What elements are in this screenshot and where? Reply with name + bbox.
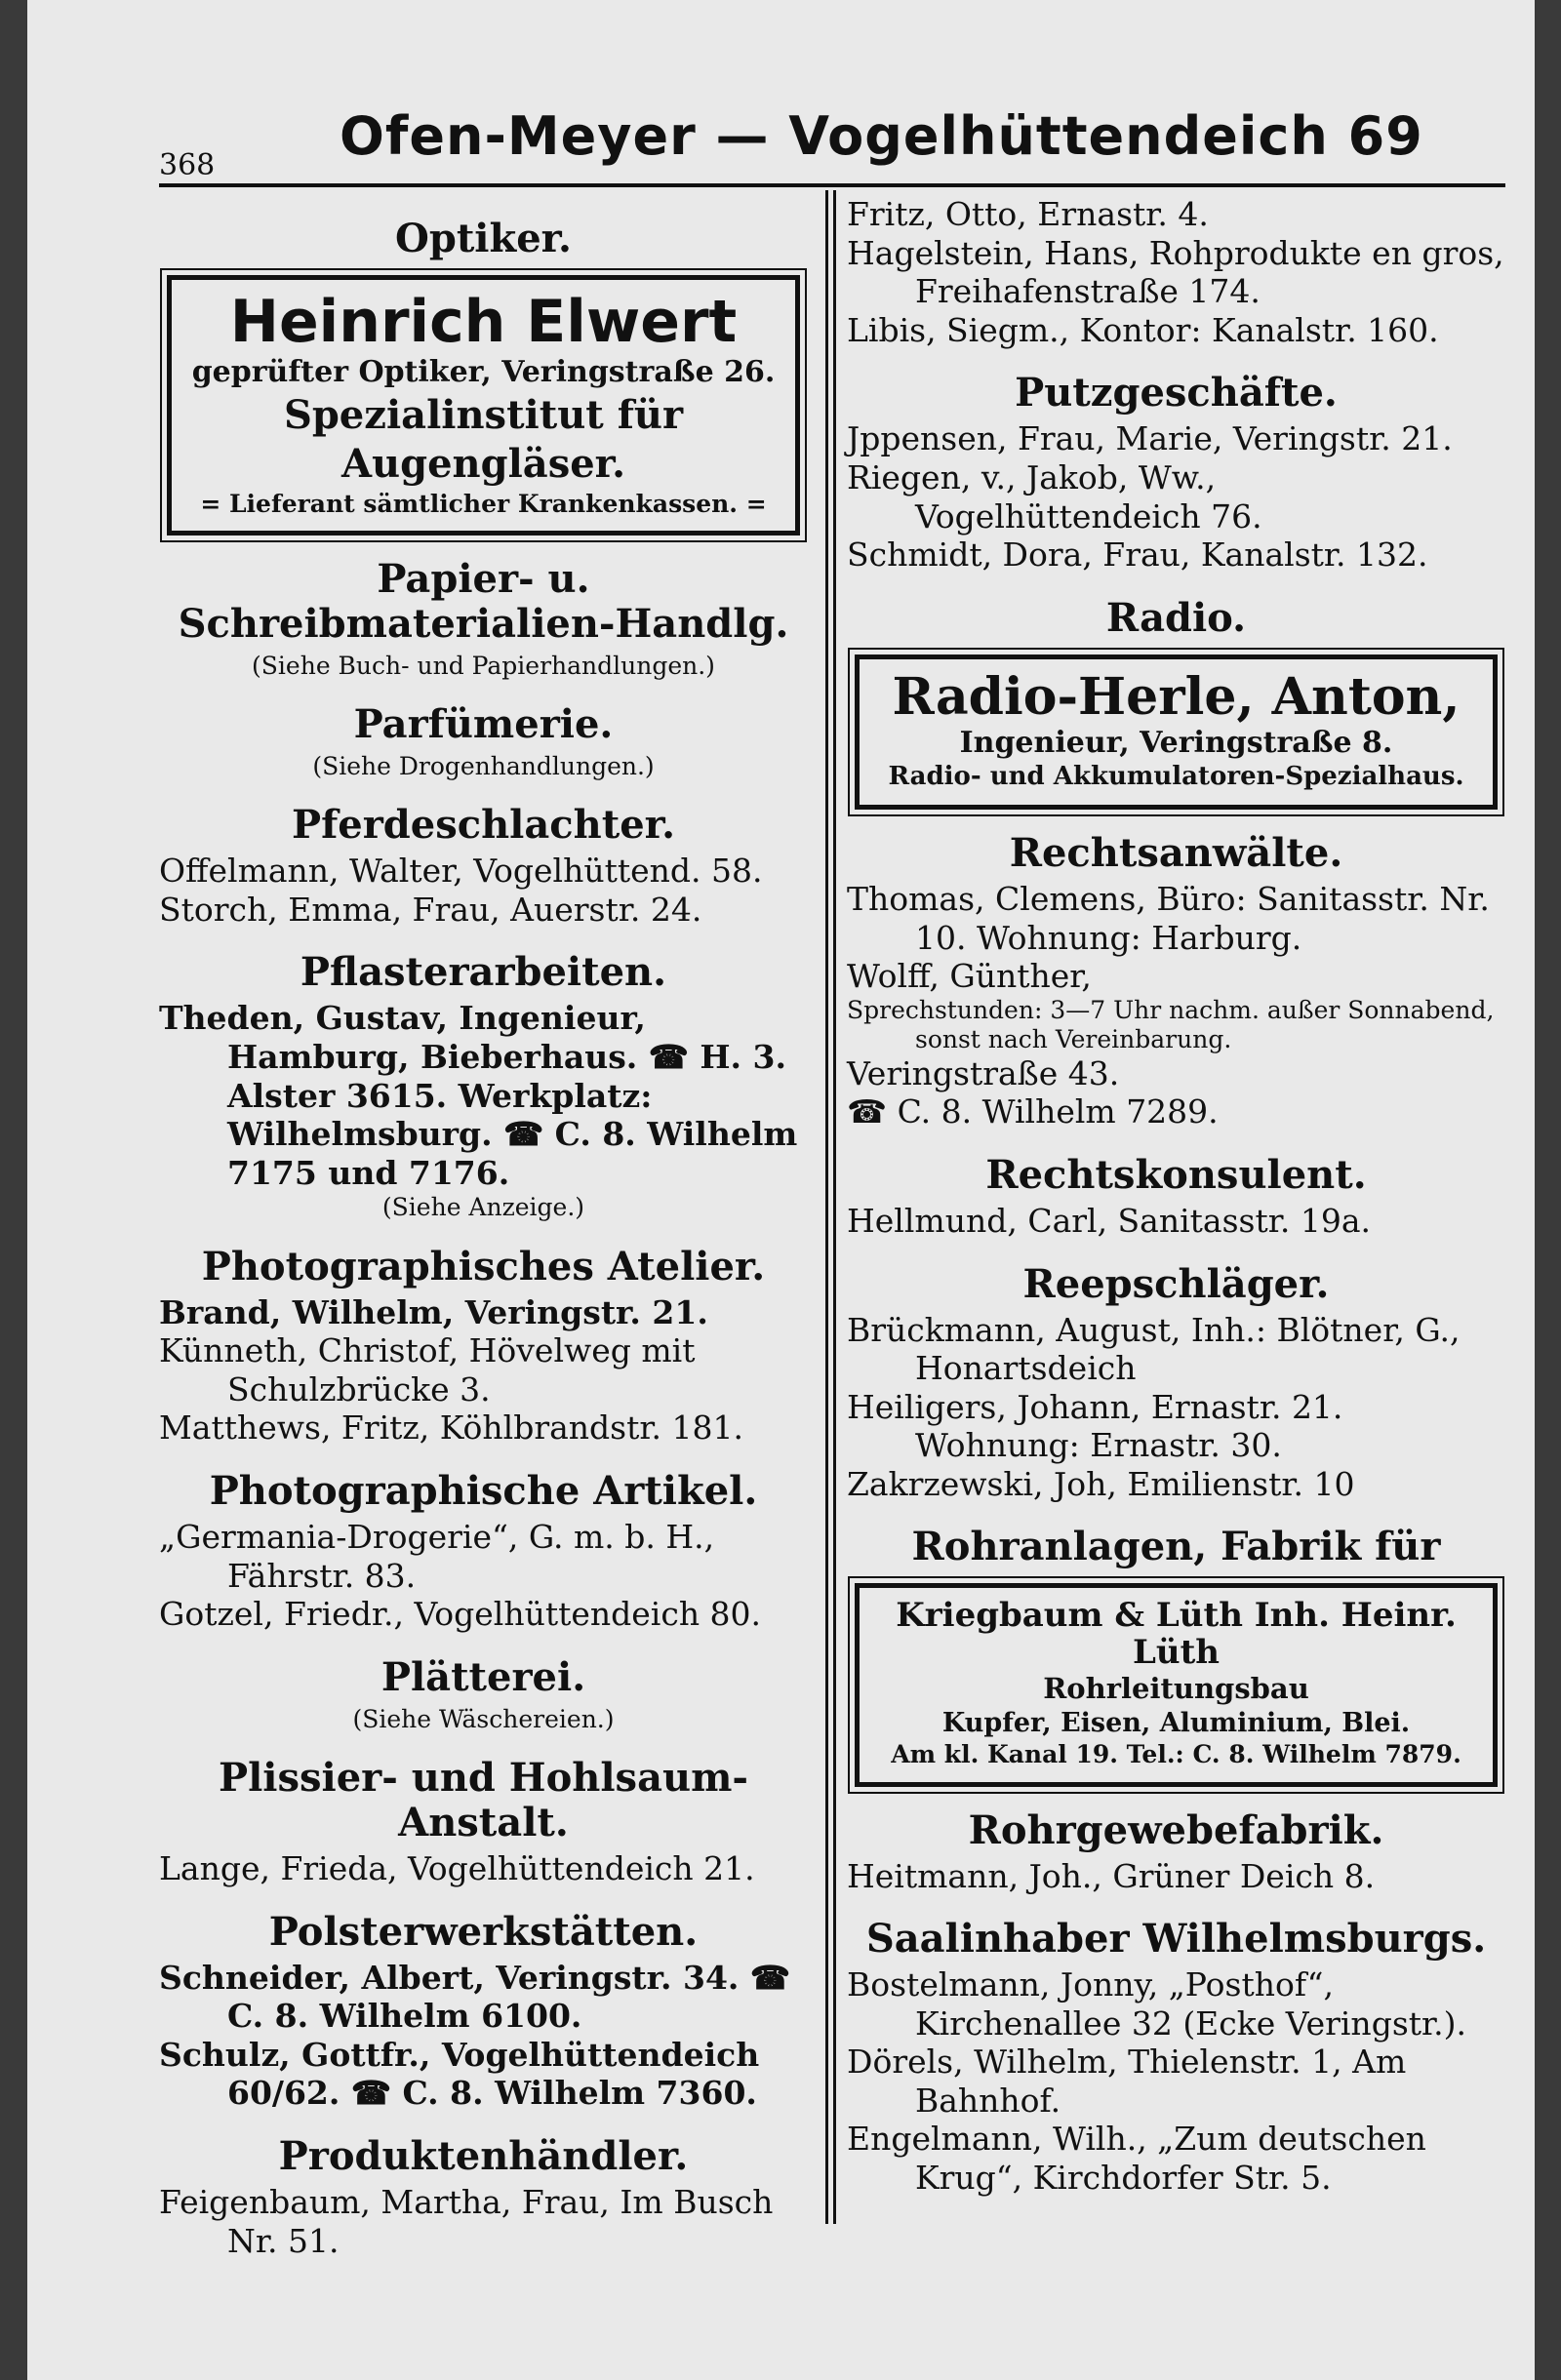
ad-line: = Lieferant sämtlicher Krankenkassen. = <box>200 489 767 518</box>
directory-entry: Heiligers, Johann, Ernastr. 21. Wohnung: Ernastr. 30. <box>847 1387 1343 1465</box>
ad-line: Kupfer, Eisen, Aluminium, Blei. <box>941 1707 1411 1738</box>
page-header <box>159 105 1505 187</box>
directory-entry: ☎ C. 8. Wilhelm 7289. <box>847 1092 1219 1131</box>
directory-entry: Wolff, Günther, <box>847 957 1092 996</box>
section-heading: Photographische Artikel. <box>209 1468 758 1515</box>
directory-entry: Libis, Siegm., Kontor: Kanalstr. 160. <box>847 310 1439 349</box>
directory-entry: Bostelmann, Jonny, „Posthof“, Kirchenallee 32 (Ecke Veringstr.). <box>847 1965 1467 2043</box>
ad-line: Rohrleitungsbau <box>1043 1672 1309 1706</box>
ad-title: Kriegbaum & Lüth Inh. Heinr. Lüth <box>896 1596 1457 1672</box>
directory-entry: Thomas, Clemens, Büro: Sanitasstr. Nr. 10. Wohnung: Harburg. <box>847 879 1490 957</box>
section-heading: Pferdeschlachter. <box>292 802 675 849</box>
directory-entry: Offelmann, Walter, Vogelhüttend. 58. <box>159 852 763 891</box>
section-heading: Plissier- und Hohlsaum-Anstalt. <box>218 1755 748 1846</box>
running-title: Ofen-Meyer — Vogelhüttendeich 69 <box>340 105 1423 167</box>
ad-title: Heinrich Elwert <box>229 288 738 356</box>
section-heading: Rohranlagen, Fabrik für <box>911 1524 1441 1570</box>
directory-entry: „Germania-Drogerie“, G. m. b. H., Fährstr. 83. <box>159 1518 715 1595</box>
directory-entry: Heitmann, Joh., Grüner Deich 8. <box>847 1856 1376 1895</box>
directory-entry: Lange, Frieda, Vogelhüttendeich 21. <box>159 1849 755 1888</box>
section-heading: Putzgeschäfte. <box>1015 370 1338 416</box>
column-divider <box>825 190 828 2224</box>
directory-entry: Hellmund, Carl, Sanitasstr. 19a. <box>847 1201 1371 1240</box>
left-column <box>159 195 808 2260</box>
cross-reference-note: (Siehe Anzeige.) <box>381 1193 585 1222</box>
directory-entry: Brand, Wilhelm, Veringstr. 21. <box>159 1292 708 1331</box>
directory-entry: Veringstraße 43. <box>847 1053 1120 1092</box>
section-heading: Rohrgewebefabrik. <box>968 1806 1384 1853</box>
advertisement-box <box>855 1583 1498 1786</box>
ad-line: geprüfter Optiker, Veringstraße 26. <box>191 355 776 389</box>
page-number: 368 <box>159 148 216 182</box>
directory-entry: Engelmann, Wilh., „Zum deutschen Krug“, Kirchdorfer Str. 5. <box>847 2120 1426 2198</box>
section-heading: Pflasterarbeiten. <box>300 949 667 996</box>
directory-entry: Jppensen, Frau, Marie, Veringstr. 21. <box>847 419 1453 458</box>
section-heading: Plätterei. <box>380 1653 586 1700</box>
ad-line: Ingenieur, Veringstraße 8. <box>959 725 1393 760</box>
section-heading: Optiker. <box>395 216 572 261</box>
ad-line: Spezialinstitut für Augengläser. <box>283 391 684 487</box>
section-heading: Produktenhändler. <box>278 2133 689 2180</box>
section-heading: Papier- u. Schreibmaterialien-Handlg. <box>178 555 789 647</box>
directory-entry: Sprechstunden: 3—7 Uhr nachm. außer Sonnabend, sonst nach Vereinbarung. <box>847 995 1495 1053</box>
cross-reference-note: (Siehe Buch- und Papierhandlungen.) <box>252 651 715 680</box>
directory-entry: Brückmann, August, Inh.: Blötner, G., Honartsdeich <box>847 1310 1461 1388</box>
directory-entry: Gotzel, Friedr., Vogelhüttendeich 80. <box>159 1595 762 1634</box>
advertisement-box <box>167 275 800 536</box>
section-heading: Rechtskonsulent. <box>985 1151 1367 1198</box>
column-divider <box>833 190 836 2224</box>
directory-entry: Storch, Emma, Frau, Auerstr. 24. <box>159 890 702 929</box>
directory-entry: Zakrzewski, Joh, Emilienstr. 10 <box>847 1464 1355 1503</box>
section-heading: Saalinhaber Wilhelmsburgs. <box>865 1916 1487 1963</box>
section-heading: Rechtsanwälte. <box>1009 829 1343 876</box>
directory-page <box>27 0 1535 2380</box>
section-heading: Reepschläger. <box>1022 1260 1330 1307</box>
section-heading: Polsterwerkstätten. <box>268 1908 699 1955</box>
ad-line: Radio- und Akkumulatoren-Spezialhaus. <box>888 762 1464 792</box>
directory-entry: Hagelstein, Hans, Rohprodukte en gros, Freihafenstraße 174. <box>847 233 1504 311</box>
directory-entry: Theden, Gustav, Ingenieur, Hamburg, Bieberhaus. ☎ H. 3. Alster 3615. Werkplatz: Wilhelmsburg. ☎ C. 8. Wilhelm 7175 und 7176. <box>159 999 798 1192</box>
directory-entry: Fritz, Otto, Ernastr. 4. <box>847 195 1209 233</box>
section-heading: Parfümerie. <box>353 701 614 747</box>
cross-reference-note: (Siehe Drogenhandlungen.) <box>312 752 655 780</box>
section-heading: Radio. <box>1105 594 1247 641</box>
directory-entry: Riegen, v., Jakob, Ww., Vogelhüttendeich 76. <box>847 457 1262 536</box>
cross-reference-note: (Siehe Wäschereien.) <box>352 1704 615 1733</box>
directory-entry: Schulz, Gottfr., Vogelhüttendeich 60/62. ☎ C. 8. Wilhelm 7360. <box>159 2035 760 2113</box>
ad-title: Radio-Herle, Anton, <box>892 666 1461 727</box>
right-column <box>847 195 1505 2198</box>
directory-entry: Matthews, Fritz, Köhlbrandstr. 181. <box>159 1408 743 1448</box>
section-heading: Photographisches Atelier. <box>201 1243 766 1289</box>
directory-entry: Dörels, Wilhelm, Thielenstr. 1, Am Bahnhof. <box>847 2043 1407 2120</box>
ad-line: Am kl. Kanal 19. Tel.: C. 8. Wilhelm 7879. <box>891 1740 1461 1769</box>
directory-entry: Künneth, Christof, Hövelweg mit Schulzbrücke 3. <box>159 1331 696 1408</box>
directory-entry: Feigenbaum, Martha, Frau, Im Busch Nr. 51. <box>159 2183 774 2260</box>
directory-entry: Schneider, Albert, Veringstr. 34. ☎ C. 8. Wilhelm 6100. <box>159 1958 791 2036</box>
advertisement-box <box>855 654 1498 810</box>
directory-entry: Schmidt, Dora, Frau, Kanalstr. 132. <box>847 536 1428 575</box>
